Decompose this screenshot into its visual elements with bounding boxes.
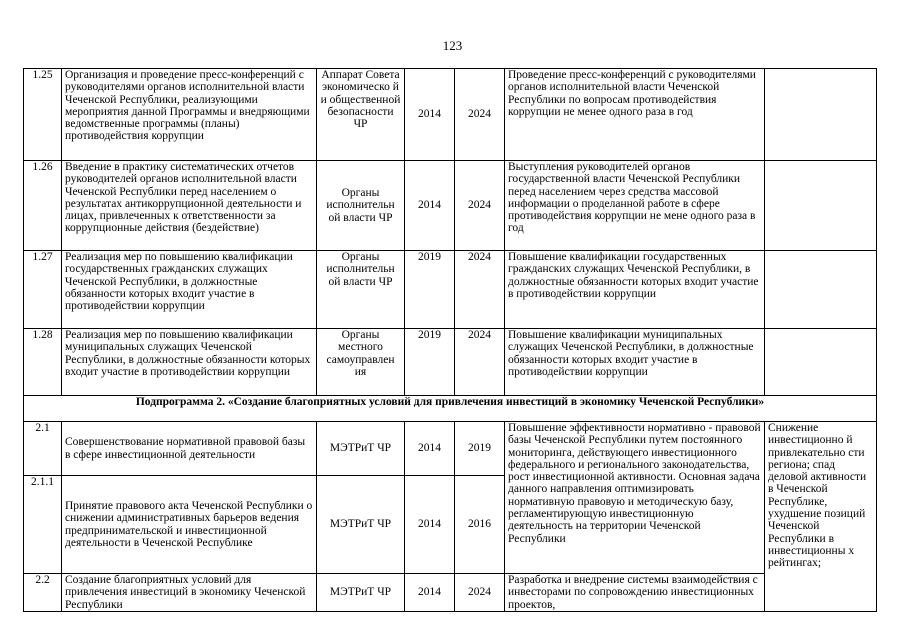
row-number: 1.26 — [24, 161, 62, 251]
page-number: 123 — [442, 38, 463, 53]
row-number: 2.2 — [24, 574, 62, 612]
start-year: 2014 — [405, 574, 455, 612]
activity-name: Организация и проведение пресс-конференций с руководителями органов исполнительной власти Чеченской Республики, реализующими мероприятия данной Программы и внедряющими ведомственные программы (планы) противодействия коррупции — [62, 69, 317, 161]
end-year: 2024 — [455, 161, 505, 251]
start-year: 2014 — [405, 69, 455, 161]
table-row — [24, 422, 877, 476]
merged-expected-result: Повышение эффективности нормативно - правовой базы Чеченской Республики путем постоянного мониторинга, действующего инвестиционного федерального и регионального законодательства, рост инвестиционной активности. Основная задача данного направления оптимизировать нормативную правовую и методическую базу, регламентирующую инвестиционную деятельность на территории Чеченской Республики — [505, 422, 765, 574]
start-year: 2019 — [405, 329, 455, 396]
indicator — [765, 161, 877, 251]
executor: Органы исполнительн ой власти ЧР — [317, 251, 405, 329]
expected-result: Повышение квалификации государственных гражданских служащих Чеченской Республики, в должностные обязанности которых входит участие в противодействии коррупции — [505, 251, 765, 329]
expected-result: Проведение пресс-конференций с руководителями органов исполнительной власти Чеченской Республики по вопросам противодействия коррупции не менее одного раза в год — [505, 69, 765, 161]
row-number: 1.27 — [24, 251, 62, 329]
start-year: 2014 — [405, 422, 455, 476]
start-year: 2019 — [405, 251, 455, 329]
table-row — [24, 329, 877, 396]
end-year: 2024 — [455, 69, 505, 161]
activity-name: Реализация мер по повышению квалификации муниципальных служащих Чеченской Республики, в должностные обязанности которых входит участие в противодействии коррупции — [62, 329, 317, 396]
indicator — [765, 329, 877, 396]
table-row — [24, 251, 877, 329]
row-number: 2.1.1 — [24, 476, 62, 574]
activity-name: Совершенствование нормативной правовой базы в сфере инвестиционной деятельности — [62, 422, 317, 476]
row-number: 1.28 — [24, 329, 62, 396]
program-table — [23, 68, 877, 612]
executor: Органы исполнительн ой власти ЧР — [317, 161, 405, 251]
expected-result: Повышение квалификации муниципальных служащих Чеченской Республики, в должностные обязанности которых входит участие в противодействии коррупции — [505, 329, 765, 396]
end-year: 2024 — [455, 574, 505, 612]
executor: МЭТРиТ ЧР — [317, 574, 405, 612]
expected-result: Разработка и внедрение системы взаимодействия с инвесторами по сопровождению инвестиционных проектов, — [505, 574, 765, 612]
row-number: 2.1 — [24, 422, 62, 476]
table-row — [24, 574, 877, 612]
activity-name: Создание благоприятных условий для привлечения инвестиций в экономику Чеченской Республики — [62, 574, 317, 612]
indicator — [765, 251, 877, 329]
expected-result: Выступления руководителей органов государственной власти Чеченской Республики перед населением через средства массовой информации о проделанной работе в сфере противодействия коррупции не мене одного раза в год — [505, 161, 765, 251]
table-row — [24, 161, 877, 251]
executor: МЭТРиТ ЧР — [317, 422, 405, 476]
executor: МЭТРиТ ЧР — [317, 476, 405, 574]
end-year: 2024 — [455, 251, 505, 329]
activity-name: Принятие правового акта Чеченской Республики о снижении административных барьеров ведения предпринимательской и инвестиционной деятельности в Чеченской Республике — [62, 476, 317, 574]
subprogram-header-row — [24, 396, 877, 422]
end-year: 2024 — [455, 329, 505, 396]
merged-indicator: Снижение инвестиционно й привлекательно сти региона; спад деловой активности в Чеченской Республике, ухудшение позиций Чеченской Республики в инвестиционны х рейтингах; — [765, 422, 877, 612]
indicator — [765, 69, 877, 161]
start-year: 2014 — [405, 476, 455, 574]
executor: Аппарат Совета экономическо й и общественной безопасности ЧР — [317, 69, 405, 161]
end-year: 2019 — [455, 422, 505, 476]
subprogram-title: Подпрограмма 2. «Создание благоприятных условий для привлечения инвестиций в экономику Чеченской Республики» — [24, 396, 877, 422]
activity-name: Введение в практику систематических отчетов руководителей органов исполнительной власти Чеченской Республики перед населением о результатах антикоррупционной деятельности и лицах, привлеченных к ответственности за коррупционные действия (бездействие) — [62, 161, 317, 251]
table-row — [24, 69, 877, 161]
row-number: 1.25 — [24, 69, 62, 161]
activity-name: Реализация мер по повышению квалификации государственных гражданских служащих Чеченской Республики, в должностные обязанности которых входит участие в противодействии коррупции — [62, 251, 317, 329]
start-year: 2014 — [405, 161, 455, 251]
executor: Органы местного самоуправлен ия — [317, 329, 405, 396]
end-year: 2016 — [455, 476, 505, 574]
